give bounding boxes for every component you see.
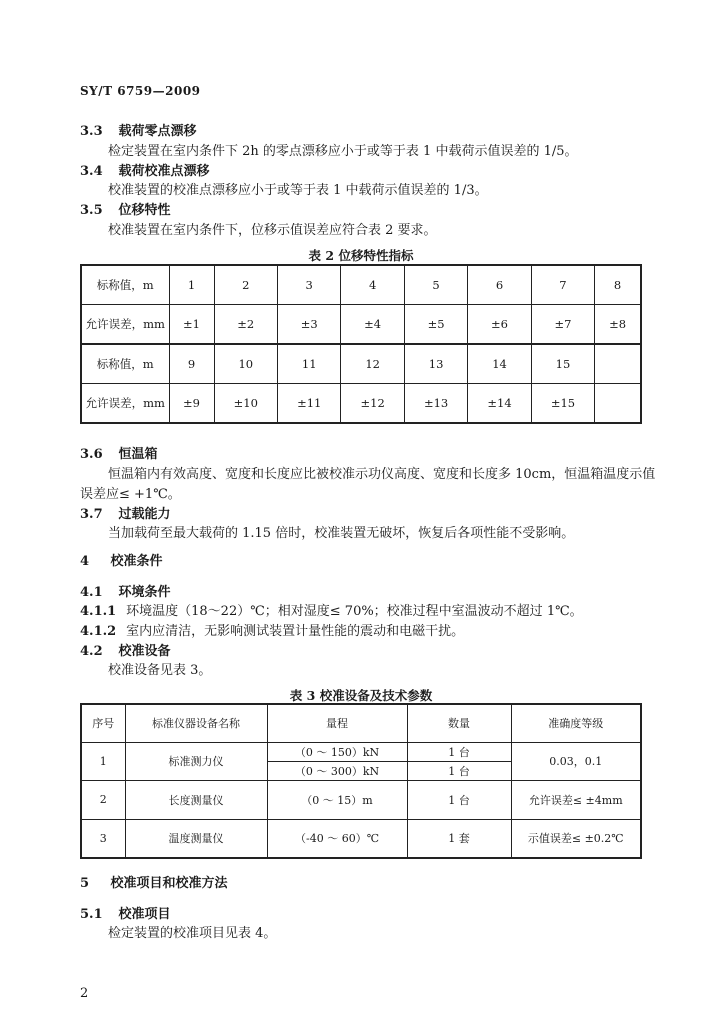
section-text: 环境温度（18～22）℃；相对湿度≤ 70%；校准过程中室温波动不超过 1℃。	[126, 604, 583, 619]
table-cell: 温度测量仪	[125, 819, 267, 858]
table-cell: 5	[404, 265, 467, 305]
table-row	[81, 819, 641, 858]
table-row	[81, 344, 641, 384]
table-cell-label: 标称值，m	[81, 265, 169, 305]
section-number: 3.3	[80, 124, 103, 139]
section-3-5-text: 校准装置在室内条件下，位移示值误差应符合表 2 要求。	[108, 223, 437, 238]
table-cell: 长度测量仪	[125, 780, 267, 819]
table-2-caption: 表 2 位移特性指标	[308, 248, 414, 263]
column-header: 量程	[267, 704, 407, 742]
table-cell: 3	[81, 819, 125, 858]
table-cell: （0 ～ 300）kN	[267, 761, 407, 780]
section-4-2-text: 校准设备见表 3。	[108, 663, 212, 678]
section-title: 校准条件	[110, 554, 163, 569]
section-4-1-heading	[80, 581, 171, 600]
page-number: 2	[80, 986, 89, 1001]
chapter-5-heading	[80, 872, 228, 891]
table-cell: 3	[277, 265, 340, 305]
section-4-1-2	[80, 620, 464, 639]
table-cell: 0.03，0.1	[511, 742, 641, 780]
section-number: 3.6	[80, 447, 103, 462]
table-cell: 7	[531, 265, 594, 305]
table-cell: （0 ～ 15）m	[267, 780, 407, 819]
column-header: 序号	[81, 704, 125, 742]
section-title: 载荷零点漂移	[118, 124, 197, 139]
table-cell: ±3	[277, 305, 340, 345]
section-number: 3.7	[80, 507, 103, 522]
table-cell: ±6	[468, 305, 531, 345]
table-cell: （0 ～ 150）kN	[267, 742, 407, 761]
table-cell	[595, 384, 641, 424]
table-cell: 8	[595, 265, 641, 305]
section-3-7-heading	[80, 503, 171, 522]
section-3-3-heading	[80, 120, 197, 139]
table-cell: 11	[277, 344, 340, 384]
table-row	[81, 305, 641, 345]
table-header-row	[81, 704, 641, 742]
section-3-7-text: 当加载荷至最大载荷的 1.15 倍时，校准装置无破坏，恢复后各项性能不受影响。	[108, 526, 575, 541]
table-cell: ±12	[341, 384, 404, 424]
table-row	[81, 742, 641, 761]
table-cell: 10	[214, 344, 277, 384]
column-header: 数量	[407, 704, 511, 742]
section-title: 校准项目	[118, 907, 171, 922]
section-4-1-1	[80, 600, 583, 619]
section-number: 4.1.1	[80, 604, 117, 619]
table-cell-label: 标称值，m	[81, 344, 169, 384]
table-cell: 15	[531, 344, 594, 384]
section-number: 4.1.2	[80, 624, 117, 639]
column-header: 准确度等级	[511, 704, 641, 742]
table-cell: ±5	[404, 305, 467, 345]
table-cell: ±13	[404, 384, 467, 424]
section-number: 5	[80, 876, 90, 891]
chapter-4-heading	[80, 550, 163, 569]
table-row	[81, 384, 641, 424]
section-title: 恒温箱	[118, 447, 158, 462]
section-number: 5.1	[80, 907, 103, 922]
section-title: 过载能力	[118, 507, 171, 522]
section-3-5-heading	[80, 199, 171, 218]
section-title: 位移特性	[118, 203, 171, 218]
table-cell	[595, 344, 641, 384]
table-cell: 1	[169, 265, 214, 305]
section-title: 校准设备	[118, 644, 171, 659]
section-5-1-heading	[80, 903, 171, 922]
table-cell: 1 套	[407, 819, 511, 858]
section-4-2-heading	[80, 640, 171, 659]
section-3-3-text: 检定装置在室内条件下 2h 的零点漂移应小于或等于表 1 中载荷示值误差的 1/5。	[108, 144, 578, 159]
table-cell: 示值误差≤ ±0.2℃	[511, 819, 641, 858]
standard-number: SY/T 6759—2009	[80, 84, 201, 98]
table-cell: ±8	[595, 305, 641, 345]
section-title: 环境条件	[118, 585, 171, 600]
section-3-6-heading	[80, 443, 158, 462]
section-number: 3.5	[80, 203, 103, 218]
section-title: 校准项目和校准方法	[110, 876, 228, 891]
table-cell-label: 允许误差，mm	[81, 305, 169, 345]
section-3-4-text: 校准装置的校准点漂移应小于或等于表 1 中载荷示值误差的 1/3。	[108, 183, 488, 198]
table-2	[80, 264, 642, 424]
table-cell: 6	[468, 265, 531, 305]
table-row	[81, 265, 641, 305]
table-cell: 12	[341, 344, 404, 384]
table-cell: ±10	[214, 384, 277, 424]
table-cell: ±14	[468, 384, 531, 424]
table-cell: 1 台	[407, 742, 511, 761]
section-5-1-text: 检定装置的校准项目见表 4。	[108, 926, 277, 941]
table-cell: 14	[468, 344, 531, 384]
table-cell: ±1	[169, 305, 214, 345]
section-text: 室内应清洁，无影响测试装置计量性能的震动和电磁干扰。	[126, 624, 465, 639]
table-cell: 1 台	[407, 761, 511, 780]
table-cell: 允许误差≤ ±4mm	[511, 780, 641, 819]
table-cell: ±11	[277, 384, 340, 424]
table-cell: ±2	[214, 305, 277, 345]
section-number: 4	[80, 554, 90, 569]
table-cell: 1 台	[407, 780, 511, 819]
table-cell: （-40 ～ 60）℃	[267, 819, 407, 858]
section-title: 载荷校准点漂移	[118, 164, 210, 179]
table-cell: 2	[214, 265, 277, 305]
table-cell: ±7	[531, 305, 594, 345]
table-3	[80, 703, 642, 859]
table-cell: 1	[81, 742, 125, 780]
table-cell: 9	[169, 344, 214, 384]
table-cell: 2	[81, 780, 125, 819]
column-header: 标准仪器设备名称	[125, 704, 267, 742]
table-cell-label: 允许误差，mm	[81, 384, 169, 424]
table-3-caption: 表 3 校准设备及技术参数	[289, 688, 433, 703]
table-cell: 标准测力仪	[125, 742, 267, 780]
table-row	[81, 780, 641, 819]
table-cell: ±15	[531, 384, 594, 424]
section-number: 4.2	[80, 644, 103, 659]
table-cell: ±4	[341, 305, 404, 345]
section-number: 3.4	[80, 164, 103, 179]
section-number: 4.1	[80, 585, 103, 600]
section-3-6-text-line1: 恒温箱内有效高度、宽度和长度应比被校准示功仪高度、宽度和长度多 10cm，恒温箱温度示值	[108, 467, 656, 482]
section-3-6-text-line2: 误差应≤ +1℃。	[80, 487, 181, 502]
table-cell: ±9	[169, 384, 214, 424]
section-3-4-heading	[80, 160, 210, 179]
table-cell: 13	[404, 344, 467, 384]
table-cell: 4	[341, 265, 404, 305]
